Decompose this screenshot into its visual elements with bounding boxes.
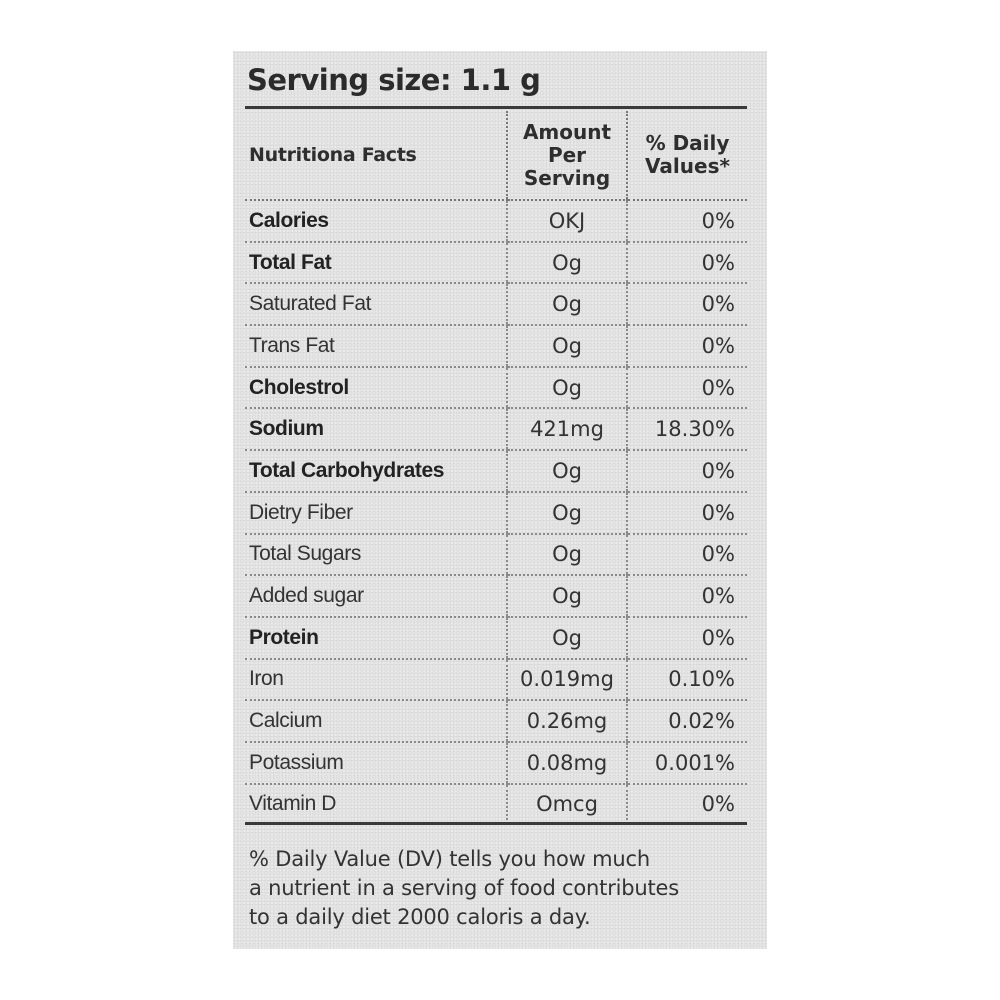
table-row	[245, 659, 747, 701]
nutrient-amount: Og	[507, 575, 627, 617]
table-row	[245, 325, 747, 367]
nutrition-label	[233, 51, 767, 949]
nutrient-daily-value: 0.001%	[627, 742, 747, 784]
nutrient-amount: Og	[507, 617, 627, 659]
table-row	[245, 492, 747, 534]
nutrient-amount: 0.26mg	[507, 700, 627, 742]
nutrient-amount: Og	[507, 325, 627, 367]
nutrition-table	[245, 111, 747, 824]
nutrient-amount: 0.019mg	[507, 659, 627, 701]
header-daily-values	[627, 111, 747, 200]
nutrient-name: Saturated Fat	[245, 283, 507, 325]
nutrient-amount: Og	[507, 242, 627, 284]
table-row	[245, 450, 747, 492]
table-header-row	[245, 111, 747, 200]
table-row	[245, 408, 747, 450]
nutrient-amount: Og	[507, 492, 627, 534]
nutrient-amount: Og	[507, 450, 627, 492]
nutrient-amount: 421mg	[507, 408, 627, 450]
nutrient-amount: Og	[507, 367, 627, 409]
table-row	[245, 534, 747, 576]
top-divider	[245, 106, 747, 109]
table-row	[245, 784, 747, 825]
serving-size: Serving size: 1.1 g	[247, 63, 541, 97]
table-row	[245, 617, 747, 659]
nutrient-daily-value: 0%	[627, 325, 747, 367]
nutrient-name: Cholestrol	[245, 367, 507, 409]
nutrient-daily-value: 0.10%	[627, 659, 747, 701]
header-nutrition-facts: Nutritiona Facts	[245, 111, 507, 200]
nutrient-daily-value: 0%	[627, 450, 747, 492]
header-amount-line: Serving	[523, 165, 611, 190]
nutrient-name: Sodium	[245, 408, 507, 450]
nutrient-amount: Og	[507, 534, 627, 576]
nutrient-name: Vitamin D	[249, 792, 337, 816]
bottom-divider	[245, 822, 747, 825]
nutrient-daily-value: 0%	[627, 617, 747, 659]
nutrient-daily-value: 0%	[627, 784, 747, 825]
footnote	[249, 845, 759, 932]
nutrient-amount: Omcg	[507, 784, 627, 825]
nutrient-daily-value: 0%	[627, 575, 747, 617]
nutrient-name: Calcium	[245, 700, 507, 742]
nutrient-name: Total Sugars	[245, 534, 507, 576]
table-row	[245, 575, 747, 617]
header-dv-line: % Daily	[645, 131, 730, 155]
nutrient-daily-value: 0%	[627, 200, 747, 242]
nutrient-daily-value: 0%	[627, 242, 747, 284]
header-amount-per-serving	[507, 111, 627, 200]
footnote-line: % Daily Value (DV) tells you how much	[249, 847, 650, 871]
nutrient-daily-value: 0.02%	[627, 700, 747, 742]
table-row	[245, 367, 747, 409]
nutrient-name: Protein	[245, 617, 507, 659]
table-row	[245, 242, 747, 284]
footnote-line: to a daily diet 2000 caloris a day.	[249, 905, 591, 929]
nutrient-amount: 0.08mg	[507, 742, 627, 784]
nutrient-daily-value: 0%	[627, 367, 747, 409]
table-row	[245, 700, 747, 742]
nutrient-name: Iron	[245, 659, 507, 701]
nutrient-name: Total Carbohydrates	[245, 450, 507, 492]
nutrient-rows	[245, 200, 747, 824]
table-row	[245, 200, 747, 242]
nutrient-name: Trans Fat	[245, 325, 507, 367]
nutrient-daily-value: 0%	[627, 283, 747, 325]
nutrient-name: Total Fat	[245, 242, 507, 284]
nutrient-name: Added sugar	[245, 575, 507, 617]
table-row	[245, 283, 747, 325]
nutrient-amount: OKJ	[507, 200, 627, 242]
header-dv-line: Values*	[645, 154, 730, 178]
table-row	[245, 742, 747, 784]
nutrient-name: Calories	[245, 200, 507, 242]
nutrient-amount: Og	[507, 283, 627, 325]
nutrient-daily-value: 0%	[627, 534, 747, 576]
nutrient-name: Potassium	[245, 742, 507, 784]
footnote-line: a nutrient in a serving of food contributes	[249, 876, 679, 900]
nutrient-name: Dietry Fiber	[245, 492, 507, 534]
header-amount-line: Per	[547, 142, 587, 167]
nutrient-daily-value: 18.30%	[627, 408, 747, 450]
header-amount-line: Amount	[522, 119, 612, 144]
nutrient-daily-value: 0%	[627, 492, 747, 534]
